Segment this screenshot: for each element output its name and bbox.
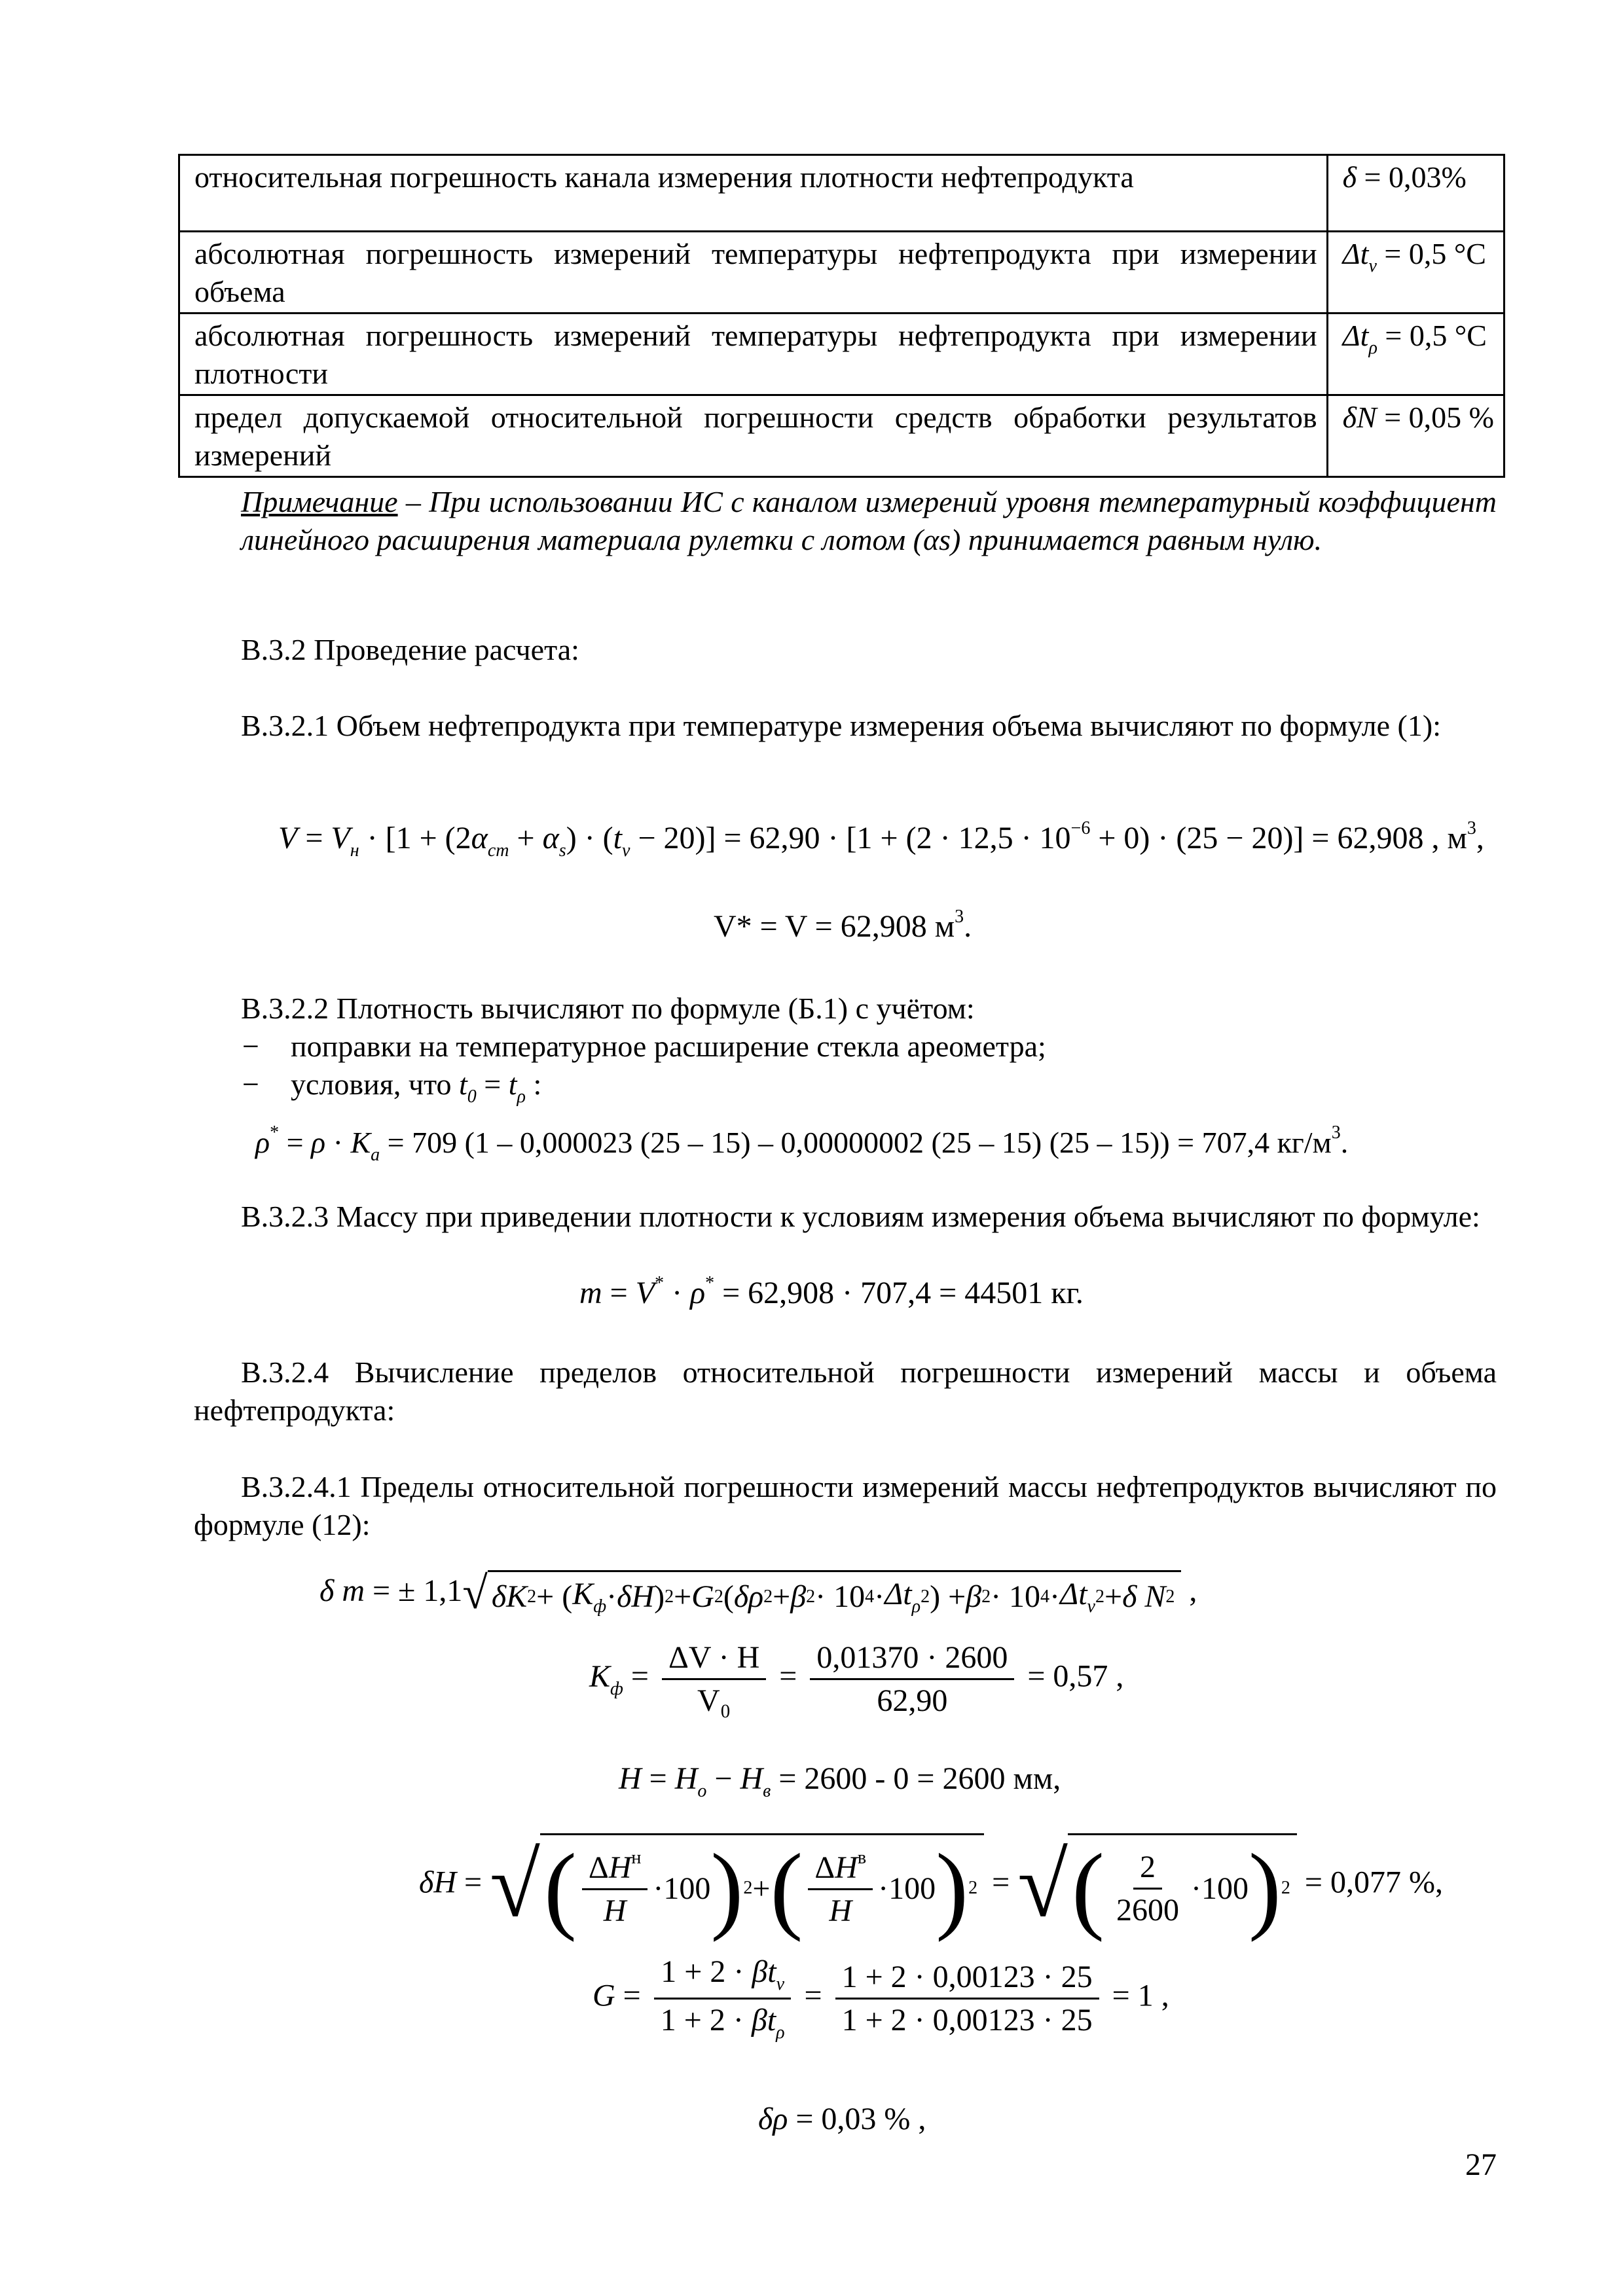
section-b322: В.3.2.2 Плотность вычисляют по формуле (Б.1) с учётом: (241, 992, 975, 1025)
g-formula: G = $\frac{1 + 2 \cdot \beta t_v}{1 + 2 \cdot \beta t_\rho}$ = $\frac{1 + 2 \cdot 0,00123 \cdot 25}{1 + 2 \cdot 0,00123 \cdot 25}$ = 1 , (593, 1954, 1169, 2043)
note-label: Примечание (241, 485, 398, 518)
g-fraction-values (835, 1959, 1099, 2038)
dh-result: = 0,077 %, (1304, 1865, 1443, 1900)
volume-formula-tail: + 0) · (25 − 20)] = 62,908 , м (1090, 821, 1467, 855)
g-den: 1 + 2 · 0,00123 · 25 (841, 2003, 1093, 2037)
rho-formula-text: = 709 (1 – 0,000023 (25 – 15) – 0,00000002 (25 – 15) (25 – 15)) = 707,4 кг/м (387, 1126, 1332, 1159)
note-paragraph (241, 483, 1497, 559)
table-cell-value: δ = 0,03% (1327, 155, 1504, 232)
drho-formula: δρ = 0,03 % , (758, 2102, 926, 2136)
table-cell-desc: абсолютная погрешность измерений температуры нефтепродукта при измерении объема (179, 232, 1328, 314)
page-number: 27 (1465, 2147, 1497, 2182)
table-cell-value: $\Delta t_v = 0,5$ °С (1327, 232, 1504, 314)
note-text: – При использовании ИС с каналом измерений уровня температурный коэффициент линейного расширения материала рулетки с лотом (αs) принимается равным нулю. (241, 485, 1497, 556)
kf-den2: 62,90 (877, 1683, 948, 1718)
section-b324: В.3.2.4 Вычисление пределов относительной погрешности измерений массы и объема нефтепродукта: (194, 1355, 1497, 1427)
volume-formula-rhs: = 62,90 · [1 + (2 · 12,5 · 10 (723, 821, 1071, 855)
mass-formula-text: = 62,908 · 707,4 = 44501 кг. (722, 1276, 1084, 1310)
kf-den: V₀ (697, 1683, 731, 1718)
kf-num2: 0,01370 · 2600 (810, 1640, 1014, 1680)
rho-formula: $\rho^* = \rho \cdot K_a = 709$ (1 – 0,000023 (25 – 15) – 0,00000002 (25 – 15) (25 – 15)) = 707,4 $кг/м^3$. (255, 1122, 1349, 1165)
kf-num: ΔV · H (662, 1640, 766, 1680)
h-formula-text: = 2600 - 0 = 2600 мм, (778, 1761, 1061, 1796)
volume-formula-unit-sup: 3 (1467, 818, 1476, 838)
drho-text: = 0,03 % , (795, 2102, 926, 2136)
table-row (179, 155, 1504, 232)
kf-fraction-values (810, 1640, 1014, 1719)
table-cell-value: $\Delta t_\rho = 0,5$ °С (1327, 314, 1504, 395)
bullet-dash: − (242, 1030, 259, 1063)
table-cell-desc: абсолютная погрешность измерений температуры нефтепродукта при измерении плотности (179, 314, 1328, 395)
bullet-text: поправки на температурное расширение стекла ареометра; (291, 1030, 1046, 1063)
table-row (179, 232, 1504, 314)
kf-result: = 0,57 , (1027, 1659, 1124, 1694)
bullet-text: условия, что (291, 1067, 452, 1101)
bullet-item: − условия, что $t_0 = t_\rho$ : (242, 1066, 1545, 1116)
table-cell-value: δN = 0,05 % (1327, 395, 1504, 477)
volume-formula: $V = V_н \cdot [1 + (2\alpha_{ст} + \alpha_s) \cdot (t_v - 20)] = 62,90 \cdot [1 + (2 \cdot 12,5 \cdot 10^{-6} + 0) \cdot (25 - 20)] = 62,908$ , $м^3$, (278, 818, 1484, 861)
section-b3241: В.3.2.4.1 Пределы относительной погрешности измерений массы нефтепродуктов вычисляют по формуле (12): (194, 1470, 1497, 1541)
table-row (179, 314, 1504, 395)
volume-formula-exp: −6 (1070, 818, 1091, 838)
parameters-table (178, 154, 1505, 478)
kf-fraction (662, 1640, 766, 1719)
section-b321: В.3.2.1 Объем нефтепродукта при температуре измерения объема вычисляют по формуле (1): (241, 709, 1441, 742)
kf-formula: $K_ф$ = $\frac{\Delta V \cdot H}{\text{V₀}}$ = $\frac{0,01370 \cdot 2600}{62,90}$ = 0,57 , (589, 1640, 1124, 1718)
table-cell-desc: предел допускаемой относительной погрешности средств обработки результатов измерений (179, 395, 1328, 477)
bullet-dash: − (242, 1067, 259, 1101)
section-b32: В.3.2 Проведение расчета: (241, 633, 579, 666)
dh-formula: δH = √ ( $\frac{\Delta H^н}{H}$ ·100 ) 2 + ( $\frac{\Delta H^в}{H}$ ·100 ) 2 = √ ( $\frac{2}{2600}$ ·100 ) 2 = 0,077 %, (419, 1834, 1443, 1943)
section-b323: В.3.2.3 Массу при приведении плотности к условиям измерения объема вычисляют по формуле: (241, 1200, 1480, 1233)
vstar-text: V* = V = 62,908 м (714, 909, 955, 944)
bullet-item (242, 1028, 1545, 1066)
table-cell-desc: относительная погрешность канала измерения плотности нефтепродукта (179, 155, 1328, 232)
g-result: = 1 , (1112, 1978, 1169, 2013)
table-row (179, 395, 1504, 477)
mass-error-formula: δ m = ± 1,1 √ δK 2 + ( $K_ф$ · δH ) 2 + G 2 ( δρ 2 + β 2 · 10 4 · $\Delta t_\rho$ 2 ) + β 2 · 10 4 · $\Delta t_v$ 2 + δ N 2 , (319, 1568, 1197, 1619)
vstar-formula: V* = V = 62,908 $м^3$. (714, 906, 972, 944)
volume-formula-end: , (1476, 821, 1484, 855)
mass-formula: m = V* · ρ* = 62,908 · 707,4 = 44501 кг. (579, 1273, 1084, 1310)
h-formula: $H = H_о - H_в = 2600 - 0 = 2600$ мм, (619, 1761, 1061, 1801)
g-num: 1 + 2 · 0,00123 · 25 (835, 1959, 1099, 2000)
